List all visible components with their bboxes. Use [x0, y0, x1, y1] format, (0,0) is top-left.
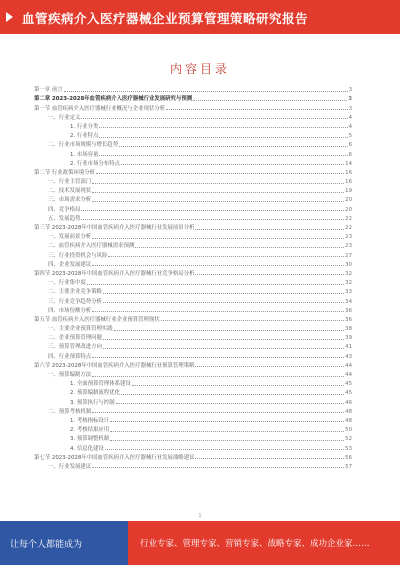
toc-entry-title: 第二节 行业政策环境分析	[34, 169, 96, 176]
toc-entry[interactable]	[34, 305, 352, 314]
toc-leader-dots	[195, 229, 344, 230]
toc-leader-dots	[108, 256, 344, 257]
footer-panel	[0, 521, 128, 565]
toc-entry-page: 50	[345, 427, 352, 434]
toc-leader-dots	[105, 449, 344, 450]
toc-leader-dots	[96, 173, 344, 174]
toc-entry-title: 2. 考核结果应用	[70, 427, 110, 434]
toc-entry-page: 53	[345, 445, 352, 452]
toc-entry-title: 第一节 血管疾病介入医疗器械行业概况与企业现状分析	[34, 105, 166, 112]
toc-entry[interactable]	[34, 93, 352, 102]
report-title: 血管疾病介入医疗器械企业预算管理策略研究报告	[22, 11, 309, 26]
toc-entry-title: 三、预算管理改进方向	[48, 344, 102, 351]
toc-entry-page: 20	[345, 206, 352, 213]
toc-leader-dots	[195, 366, 344, 367]
toc-leader-dots	[161, 320, 344, 321]
toc-entry[interactable]	[34, 249, 352, 258]
toc-leader-dots	[195, 458, 344, 459]
footer-slogan: 行业专家、管理专家、营销专家、战略专家、成功企业家……	[140, 539, 370, 549]
page-number: 1	[198, 513, 202, 519]
toc-leader-dots	[114, 330, 344, 331]
toc-entry-page: 34	[345, 298, 352, 305]
toc-entry-title: 1. 市场容量	[70, 151, 99, 158]
toc-leader-dots	[135, 247, 344, 248]
toc-leader-dots	[92, 412, 344, 413]
toc-leader-dots	[110, 440, 344, 441]
toc-leader-dots	[92, 183, 344, 184]
toc-leader-dots	[195, 274, 344, 275]
toc-entry[interactable]	[34, 341, 352, 350]
toc-entry-title: 二、主要企业竞争策略	[48, 289, 102, 296]
toc-entry[interactable]	[34, 259, 352, 268]
toc-entry-page: 3	[348, 105, 352, 112]
toc-leader-dots	[193, 100, 347, 101]
toc-entry-page: 6	[348, 142, 352, 149]
toc-entry-page: 57	[345, 463, 352, 470]
play-triangle-icon	[6, 12, 13, 22]
toc-entry-title: 第一章 前言	[34, 87, 63, 94]
toc-entry-title: 2. 行业特点	[70, 133, 99, 140]
toc-entry[interactable]	[34, 461, 352, 470]
toc-entry-title: 二、预算考核机制	[48, 408, 92, 415]
toc-entry-page: 3	[348, 96, 352, 103]
toc-entry-page: 23	[345, 234, 352, 241]
toc-leader-dots	[87, 284, 344, 285]
toc-entry-page: 52	[345, 436, 352, 443]
toc-entry[interactable]	[34, 139, 352, 148]
toc-leader-dots	[92, 192, 344, 193]
toc-entry[interactable]	[34, 203, 352, 212]
toc-entry-page: 36	[345, 307, 352, 314]
toc-entry[interactable]	[34, 167, 352, 176]
report-footer	[0, 521, 400, 565]
report-header	[0, 0, 400, 34]
toc-leader-dots	[110, 431, 344, 432]
toc-entry[interactable]	[34, 452, 352, 461]
table-of-contents	[34, 84, 352, 470]
toc-entry[interactable]	[34, 332, 352, 341]
toc-entry[interactable]	[34, 102, 352, 111]
toc-entry[interactable]	[34, 112, 352, 121]
toc-leader-dots	[92, 201, 344, 202]
toc-entry-title: 一、行业主管部门	[48, 179, 92, 186]
toc-entry[interactable]	[34, 213, 352, 222]
toc-entry[interactable]	[34, 277, 352, 286]
toc-entry[interactable]	[34, 158, 352, 167]
toc-entry-page: 27	[345, 252, 352, 259]
toc-entry-page: 22	[345, 215, 352, 222]
toc-entry-page: 19	[345, 188, 352, 195]
toc-leader-dots	[103, 339, 344, 340]
toc-leader-dots	[64, 91, 348, 92]
toc-entry-page: 43	[345, 353, 352, 360]
toc-entry-page: 4	[348, 114, 352, 121]
toc-entry[interactable]	[34, 378, 352, 387]
toc-entry[interactable]	[34, 231, 352, 240]
toc-entry[interactable]	[34, 396, 352, 405]
toc-entry-title: 1. 行业分类	[70, 123, 99, 130]
toc-entry-title: 一、主要企业预算管理实践	[48, 326, 113, 333]
toc-entry[interactable]	[34, 406, 352, 415]
toc-entry[interactable]	[34, 286, 352, 295]
toc-leader-dots	[99, 155, 347, 156]
toc-leader-dots	[92, 467, 344, 468]
toc-entry-page: 32	[345, 280, 352, 287]
toc-entry-page: 36	[345, 316, 352, 323]
toc-leader-dots	[92, 265, 344, 266]
toc-entry[interactable]	[34, 369, 352, 378]
toc-entry-title: 一、行业定义	[48, 114, 81, 121]
toc-entry-page: 48	[345, 408, 352, 415]
toc-entry-title: 四、行业预算特点	[48, 353, 92, 360]
toc-leader-dots	[92, 357, 344, 358]
toc-entry-title: 3. 预算调整机制	[70, 436, 110, 443]
toc-entry[interactable]	[34, 360, 352, 369]
footer-panel-text: 让每个人都能成为	[10, 540, 83, 550]
toc-heading: 内容目录	[169, 62, 230, 76]
toc-entry-page: 56	[345, 454, 352, 461]
toc-entry-page: 41	[345, 344, 352, 351]
toc-entry-title: 第四节 2023-2028年中国血管疾病介入医疗器械行业竞争格局分析	[34, 270, 195, 277]
toc-entry[interactable]	[34, 295, 352, 304]
toc-leader-dots	[116, 403, 345, 404]
toc-leader-dots	[92, 238, 344, 239]
toc-entry-page: 16	[345, 169, 352, 176]
toc-entry-page: 39	[345, 335, 352, 342]
toc-entry[interactable]	[34, 387, 352, 396]
toc-entry-title: 一、预算编制方法	[48, 372, 92, 378]
toc-entry-page: 45	[345, 390, 352, 397]
toc-entry-title: 四、竞争格局	[48, 206, 81, 213]
toc-entry-title: 一、行业发展建议	[48, 463, 92, 470]
toc-entry-title: 第六节 2023-2028年中国血管疾病介入医疗器械行业预算管理策略	[34, 362, 195, 369]
toc-entry-title: 1. 考核指标设计	[70, 417, 110, 424]
toc-entry-title: 一、发展前景分析	[48, 234, 92, 241]
toc-entry-page: 38	[345, 326, 352, 333]
toc-leader-dots	[121, 164, 344, 165]
toc-entry-title: 三、市场需求分析	[48, 197, 92, 204]
toc-entry-title: 二、血管疾病介入医疗器械需求预测	[48, 243, 135, 250]
toc-entry-title: 第五节 血管疾病介入医疗器械行业企业预算管理现状	[34, 316, 160, 323]
toc-leader-dots	[103, 293, 344, 294]
toc-leader-dots	[119, 146, 347, 147]
toc-entry-title: 2. 行业市场分布特点	[70, 160, 120, 167]
toc-entry-title: 一、行业集中度	[48, 280, 86, 287]
toc-entry[interactable]	[34, 222, 352, 231]
toc-entry-page: 32	[345, 270, 352, 277]
toc-entry[interactable]	[34, 323, 352, 332]
toc-leader-dots	[92, 311, 344, 312]
toc-entry[interactable]	[34, 415, 352, 424]
toc-entry[interactable]	[34, 314, 352, 323]
toc-leader-dots	[99, 137, 347, 138]
toc-entry-page: 33	[345, 289, 352, 296]
toc-entry-title: 1. 全面预算管理体系建设	[70, 381, 131, 388]
toc-leader-dots	[166, 109, 347, 110]
toc-leader-dots	[132, 385, 344, 386]
toc-entry-title: 四、市场份额分析	[48, 307, 92, 314]
toc-entry[interactable]	[34, 130, 352, 139]
toc-entry[interactable]	[34, 121, 352, 130]
toc-entry[interactable]	[34, 442, 352, 451]
toc-entry-page: 16	[345, 179, 352, 186]
toc-entry-page: 5	[348, 133, 352, 140]
toc-entry-page: 30	[345, 261, 352, 268]
toc-entry[interactable]	[34, 194, 352, 203]
toc-entry-title: 3. 预算执行与控制	[70, 399, 115, 406]
toc-entry-page: 46	[345, 399, 352, 406]
toc-leader-dots	[92, 376, 344, 377]
toc-entry-page: 44	[345, 362, 352, 369]
toc-entry-title: 二、行业市场规模与增长趋势	[48, 142, 119, 149]
toc-entry-page: 20	[345, 197, 352, 204]
toc-entry-page: 48	[345, 417, 352, 424]
toc-entry-page: 6	[348, 151, 352, 158]
toc-entry-title: 4. 信息化建设	[70, 445, 104, 452]
toc-entry-page: 23	[345, 243, 352, 250]
toc-entry[interactable]	[34, 84, 352, 93]
toc-entry-title: 五、发展趋势	[48, 215, 81, 222]
toc-entry-title: 第三节 2023-2028年中国血管疾病介入医疗器械行业发展前景分析	[34, 225, 195, 231]
toc-entry-page: 22	[345, 225, 352, 231]
toc-leader-dots	[110, 421, 344, 422]
toc-entry[interactable]	[34, 185, 352, 194]
toc-entry[interactable]	[34, 268, 352, 277]
toc-entry-title: 四、企业发展建议	[48, 261, 92, 268]
toc-entry-page: 14	[345, 160, 352, 167]
toc-entry[interactable]	[34, 176, 352, 185]
toc-entry[interactable]	[34, 148, 352, 157]
toc-entry-page: 44	[345, 372, 352, 378]
toc-entry-title: 三、行业投资机会与风险	[48, 252, 108, 259]
toc-entry-title: 三、行业竞争趋势分析	[48, 298, 102, 305]
toc-leader-dots	[121, 394, 344, 395]
toc-entry-page: 45	[345, 381, 352, 388]
toc-leader-dots	[81, 118, 347, 119]
toc-leader-dots	[81, 210, 344, 211]
toc-entry-title: 二、企业预算管理问题	[48, 335, 102, 342]
toc-entry-title: 二、技术发展现状	[48, 188, 92, 195]
toc-entry-page: 4	[348, 123, 352, 130]
toc-leader-dots	[81, 219, 344, 220]
toc-entry-title: 2. 预算编制流程优化	[70, 390, 120, 397]
toc-entry[interactable]	[34, 240, 352, 249]
toc-entry[interactable]	[34, 433, 352, 442]
toc-entry-title: 第二章 2023-2028年血管疾病介入医疗器械行业发展研究与预测	[34, 96, 193, 103]
toc-entry-page: 3	[348, 87, 352, 94]
toc-leader-dots	[103, 348, 344, 349]
toc-entry[interactable]	[34, 424, 352, 433]
toc-leader-dots	[99, 127, 347, 128]
toc-entry[interactable]	[34, 350, 352, 359]
toc-leader-dots	[103, 302, 344, 303]
toc-entry-title: 第七节 2023-2028年中国血管疾病介入医疗器械行业发展战略建议	[34, 454, 195, 461]
